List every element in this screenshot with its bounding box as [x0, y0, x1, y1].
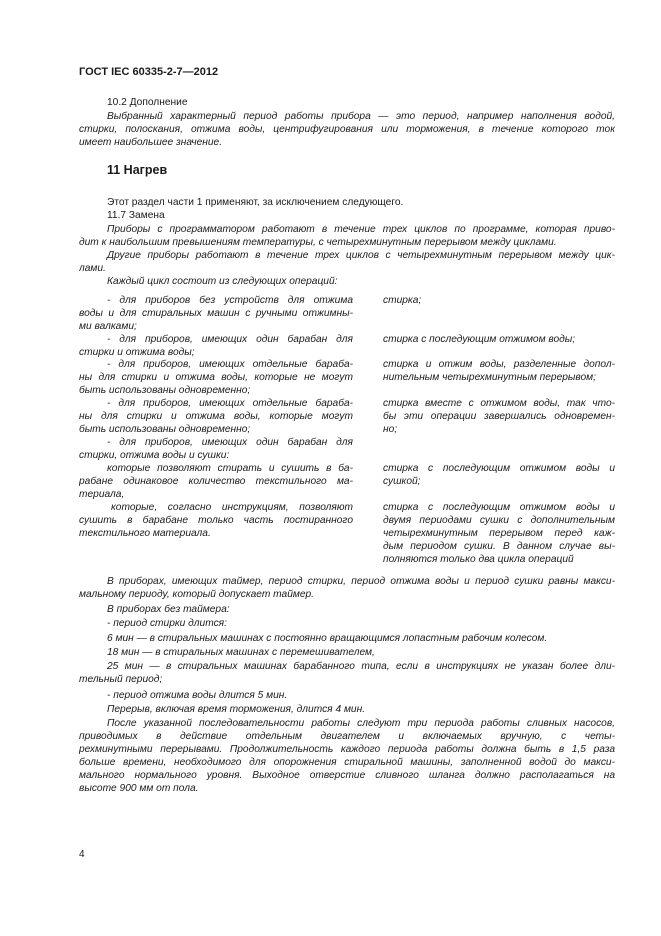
clause-11-7-paragraph-1: Приборы с программатором работают в течение трех циклов по программе, которая приво- дит к наибольшим превышениям температуры, с четырехминутным перерывом между циклами.: [79, 224, 615, 248]
ops-row-4-right: стирка вместе с отжимом воды, так что- бы эти операции завершались одновремен- но;: [383, 398, 615, 435]
wash-6-min-line: 6 мин — в стиральных машинах с постоянно вращающимся лопастным рабочим колесом.: [107, 633, 548, 644]
ops-row-1-right: стирка;: [383, 295, 422, 306]
timer-paragraph: В приборах, имеющих таймер, период стирки, период отжима воды и период сушки равны макси- мальному периоду, который допускает таймер.: [79, 576, 615, 600]
ops-row-2-right: стирка с последующим отжимом воды;: [383, 334, 576, 345]
no-timer-line: В приборах без таймера:: [107, 604, 230, 615]
wash-25-min-paragraph: 25 мин — в стиральных машинах барабанного типа, если в инструкциях не указан более дли- тельный период;: [79, 661, 615, 685]
wash-period-line: - период стирки длится:: [107, 618, 227, 629]
clause-10-2-text: Выбранный характерный период работы прибора — это период, например наполнения водой, стирки, полоскания, отжима воды, центрифугирования или торможения, в течение которого ток имеет наибольшее значение.: [79, 111, 615, 148]
clause-10-2-number: 10.2 Дополнение: [107, 97, 188, 108]
section-11-heading: 11 Нагрев: [107, 163, 168, 177]
section-11-intro: Этот раздел части 1 применяют, за исключением следующего.: [107, 197, 404, 208]
clause-11-7-number: 11.7 Замена: [107, 210, 165, 221]
clause-11-7-paragraph-2: Другие приборы работают в течение трех циклов с четырехминутным перерывом между цик- лами.: [79, 250, 615, 274]
ops-row-3-left: - для приборов, имеющих отдельные бараба- ны для стирки и отжима воды, которые не могут быть использованы одновременно;: [79, 359, 353, 396]
spin-period-line: - период отжима воды длится 5 мин.: [107, 690, 288, 701]
standard-header: ГОСТ IEC 60335-2-7—2012: [79, 66, 219, 78]
ops-row-7-left: которые, согласно инструкциям, позволяют сушить в барабане только часть постиранного текстильного материала.: [79, 502, 353, 539]
ops-row-3-right: стирка и отжим воды, разделенные допол- нительным четырехминутным перерывом;: [383, 359, 615, 383]
ops-row-7-right: стирка с последующим отжимом воды и двумя периодами сушки с дополнительным четырехминутным перерывом перед каж- дым периодом сушки. В данном случае вы- полняются только два цикла операций: [383, 502, 615, 565]
ops-row-6-left: которые позволяют стирать и сушить в ба- рабане одинаковое количество текстильного ма- териала,: [79, 463, 353, 500]
ops-row-4-left: - для приборов, имеющих отдельные бараба- ны для стирки и отжима воды, которые могут быть использованы одновременно;: [79, 398, 353, 435]
ops-row-2-left: - для приборов, имеющих один барабан для стирки и отжима воды;: [79, 334, 353, 358]
wash-18-min-line: 18 мин — в стиральных машинах с перемешивателем,: [107, 647, 375, 658]
ops-row-6-right: стирка с последующим отжимом воды и сушкой;: [383, 463, 615, 487]
drain-pump-paragraph: После указанной последовательности работы следуют три периода работы сливных насосов, приводимых в действие отдельным двигателем и включаемых вручную, с четы- рехминутными перерывами. Продолжительность каждого периода работы должна быть в 1,5 раза больше времени, необходимого для опорожнения стиральной машины, заполненной водой до макси- мального нормального уровня. Выходное отверстие сливного шланга должно располагаться на высоте 900 мм от пола.: [79, 718, 615, 794]
ops-row-5-left: - для приборов, имеющих один барабан для стирки, отжима воды и сушки:: [79, 437, 353, 461]
ops-row-1-left: - для приборов без устройств для отжима воды и для стиральных машин с ручными отжимны- ми валками;: [79, 295, 353, 332]
page-number: 4: [79, 849, 85, 860]
clause-11-7-paragraph-3: Каждый цикл состоит из следующих операций:: [107, 276, 338, 287]
pause-line: Перерыв, включая время торможения, длится 4 мин.: [107, 704, 366, 715]
